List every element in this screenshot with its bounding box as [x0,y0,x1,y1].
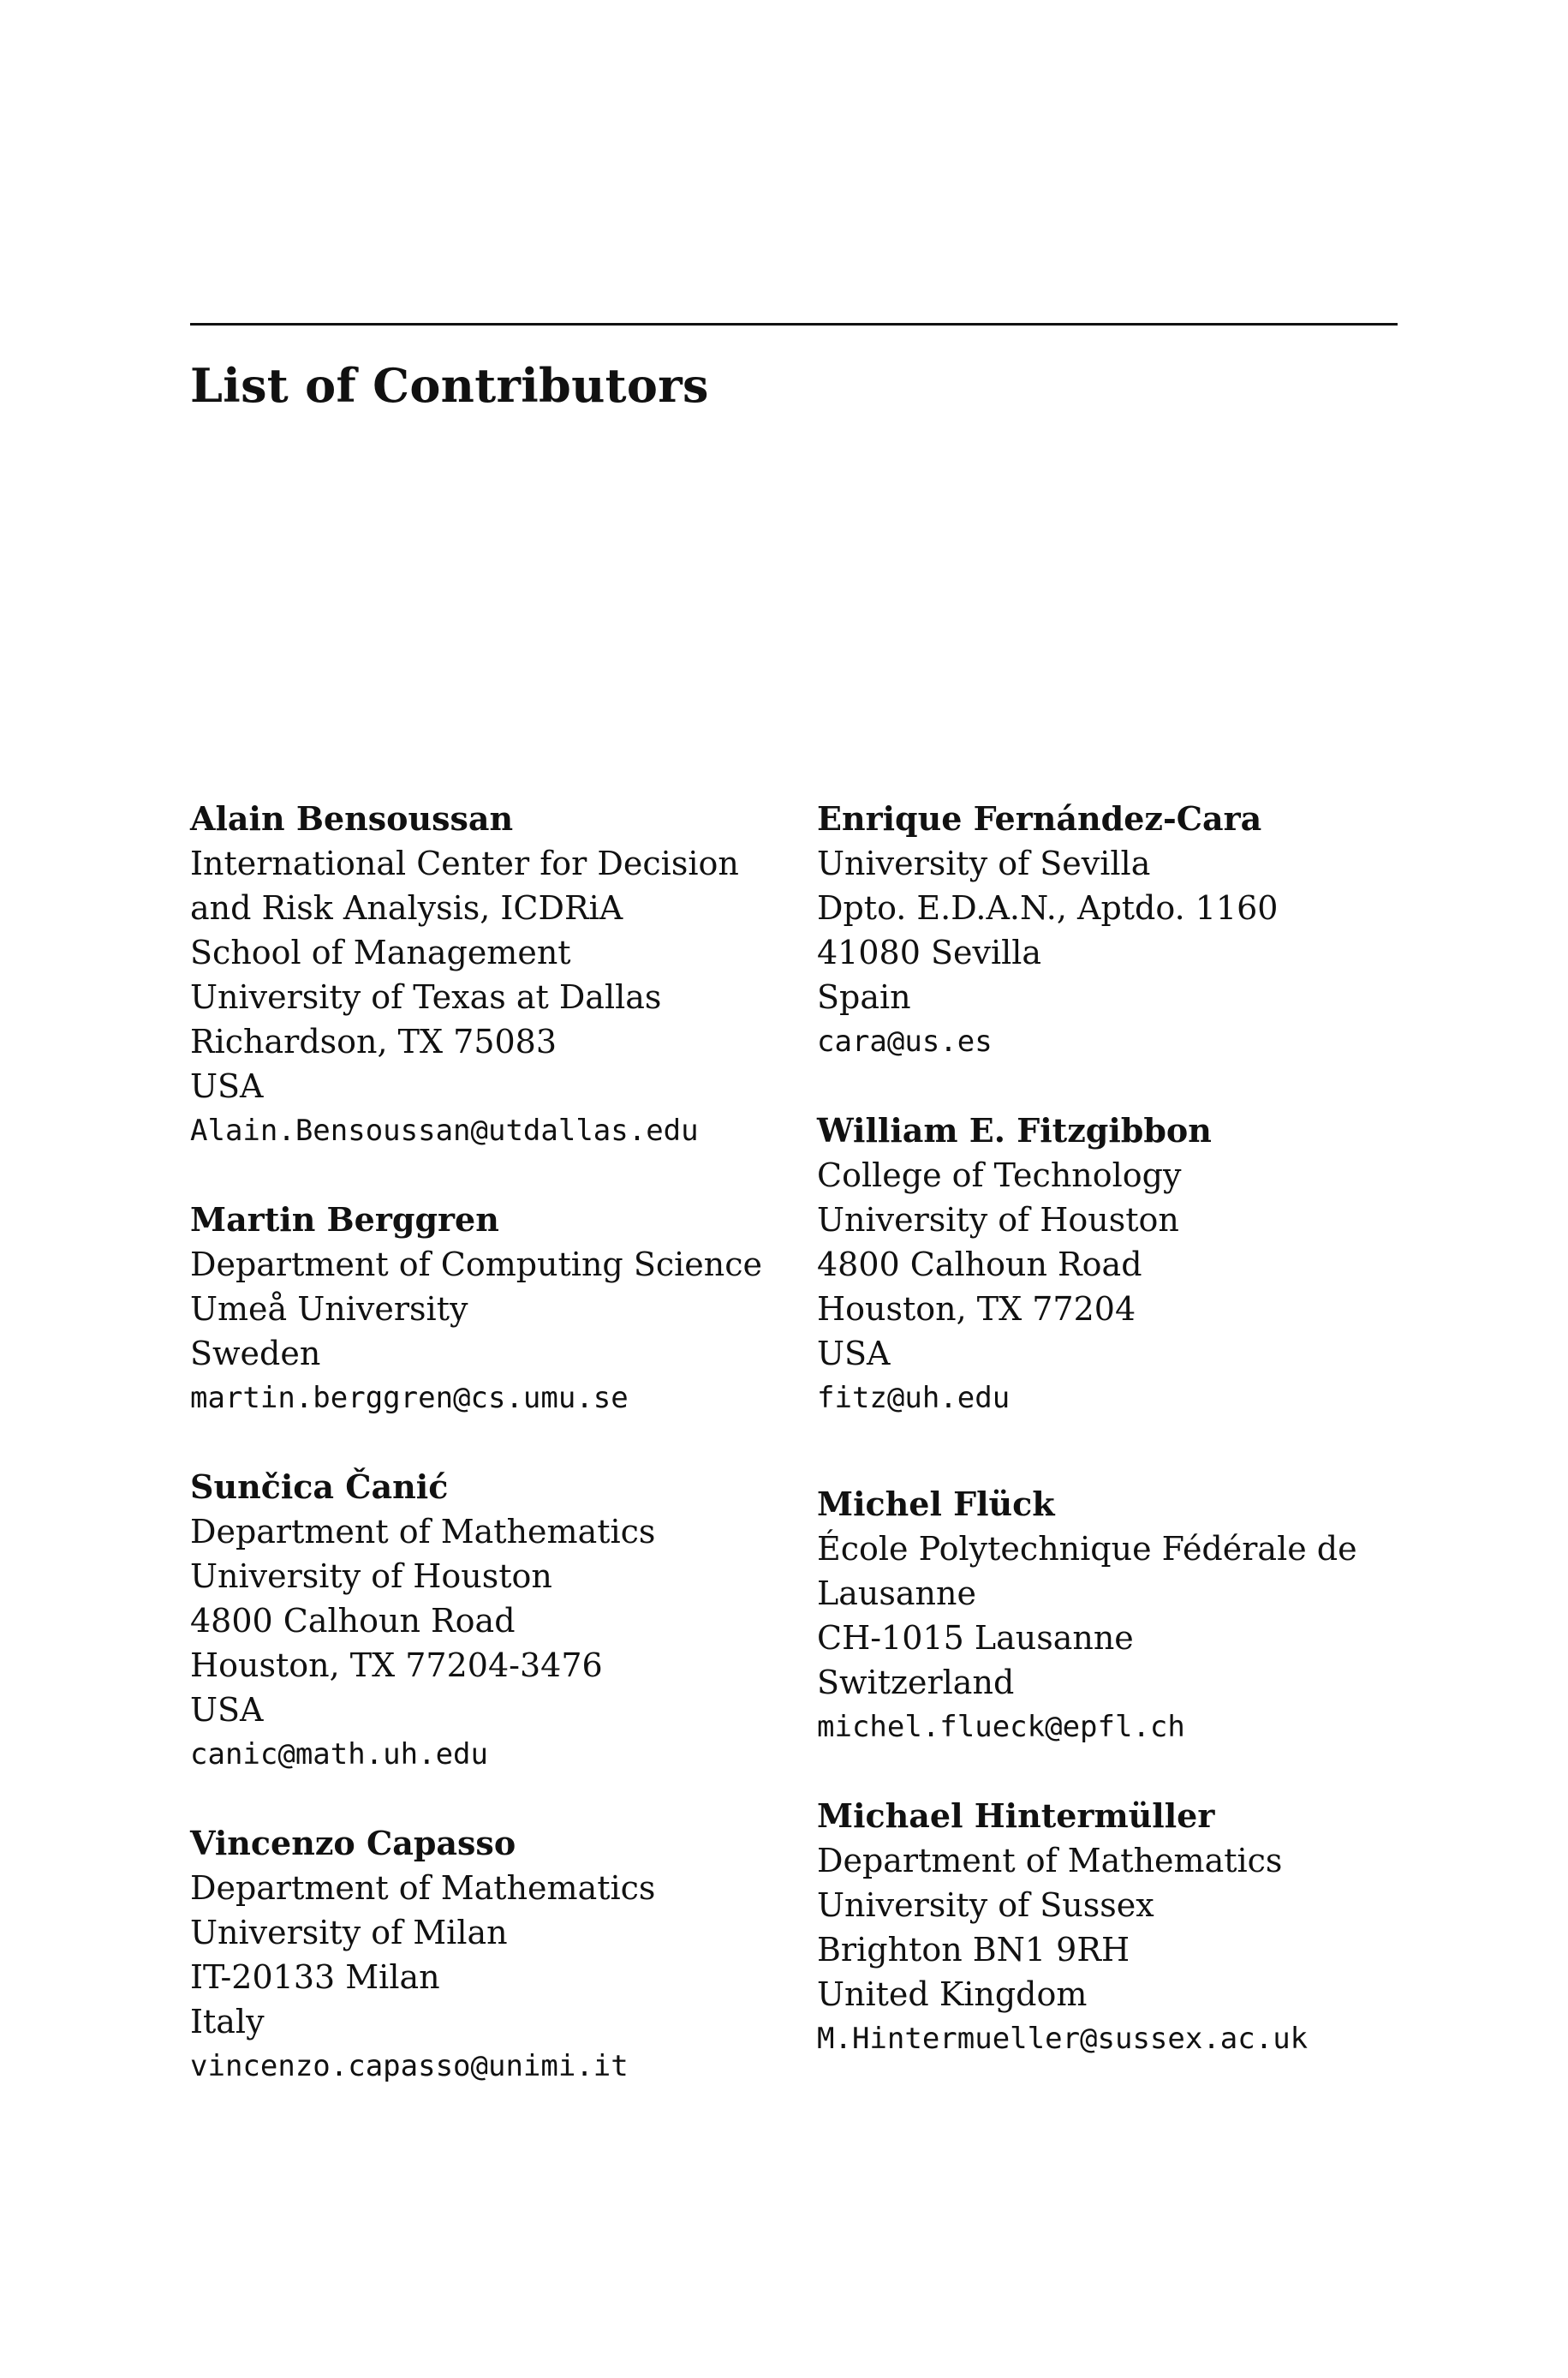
affiliation-line: USA [190,1691,264,1729]
contributor-name: Michel Flück [817,1485,1055,1523]
affiliation-line: École Polytechnique Fédérale de [817,1530,1357,1568]
affiliation-line: and Risk Analysis, ICDRiA [190,889,623,927]
affiliation-line: Department of Computing Science [190,1246,763,1283]
contributor-name: Sunčica Čanić [190,1467,449,1506]
contributors-left-column [190,797,762,2088]
contributors-right-column [817,797,1357,2061]
affiliation-line: USA [190,1067,264,1105]
contributor-email: Alain.Bensoussan@utdallas.edu [190,1114,699,1148]
contributor-name: Vincenzo Capasso [190,1824,516,1862]
affiliation-line: Brighton BN1 9RH [817,1931,1130,1969]
contributor-entry [190,1465,762,1777]
affiliation-line: Department of Mathematics [190,1513,656,1550]
affiliation-line: International Center for Decision [190,845,739,882]
contributor-entry [190,797,762,1153]
contributor-entry [817,1482,1357,1749]
contributor-entry [817,797,1357,1064]
affiliation-line: University of Houston [190,1557,552,1595]
affiliation-line: Umeå University [190,1290,468,1328]
affiliation-line: Houston, TX 77204-3476 [190,1646,603,1684]
contributor-email: vincenzo.capasso@unimi.it [190,2049,629,2083]
affiliation-line: Spain [817,978,911,1016]
affiliation-line: University of Sevilla [817,845,1151,882]
affiliation-line: United Kingdom [817,1975,1088,2013]
affiliation-line: College of Technology [817,1156,1182,1194]
affiliation-line: Department of Mathematics [190,1869,656,1907]
contributor-email: fitz@uh.edu [817,1381,1011,1415]
affiliation-line: 41080 Sevilla [817,934,1042,971]
affiliation-line: Italy [190,2003,265,2040]
contributor-email: michel.flueck@epfl.ch [817,1710,1185,1744]
contributor-email: M.Hintermueller@sussex.ac.uk [817,2022,1309,2056]
page-title: List of Contributors [190,358,709,413]
affiliation-line: Dpto. E.D.A.N., Aptdo. 1160 [817,889,1279,927]
contributor-email: canic@math.uh.edu [190,1737,488,1772]
contributor-entry [190,1198,762,1420]
contributor-name: Enrique Fernández-Cara [817,799,1262,838]
affiliation-line: 4800 Calhoun Road [190,1602,516,1640]
affiliation-line: USA [817,1335,891,1372]
affiliation-line: Richardson, TX 75083 [190,1023,557,1061]
header-rule [190,323,1398,326]
affiliation-line: 4800 Calhoun Road [817,1246,1142,1283]
contributor-entry [817,1108,1357,1420]
contributor-email: cara@us.es [817,1025,993,1059]
affiliation-line: IT-20133 Milan [190,1958,440,1996]
affiliation-line: University of Milan [190,1914,508,1951]
affiliation-line: Houston, TX 77204 [817,1290,1136,1328]
affiliation-line: School of Management [190,934,571,971]
affiliation-line: Department of Mathematics [817,1842,1283,1879]
affiliation-line: University of Houston [817,1201,1179,1239]
affiliation-line: University of Sussex [817,1886,1154,1924]
contributor-entry [817,1794,1357,2061]
contributor-email: martin.berggren@cs.umu.se [190,1381,629,1415]
affiliation-line: University of Texas at Dallas [190,978,662,1016]
contributor-name: Alain Bensoussan [190,799,514,838]
affiliation-line: Lausanne [817,1574,976,1612]
affiliation-line: Switzerland [817,1664,1015,1701]
contributor-name: Martin Berggren [190,1200,499,1239]
affiliation-line: CH-1015 Lausanne [817,1619,1134,1657]
contributor-entry [190,1821,762,2088]
contributor-name: William E. Fitzgibbon [817,1111,1212,1150]
affiliation-line: Sweden [190,1335,321,1372]
contributor-name: Michael Hintermüller [817,1796,1215,1835]
